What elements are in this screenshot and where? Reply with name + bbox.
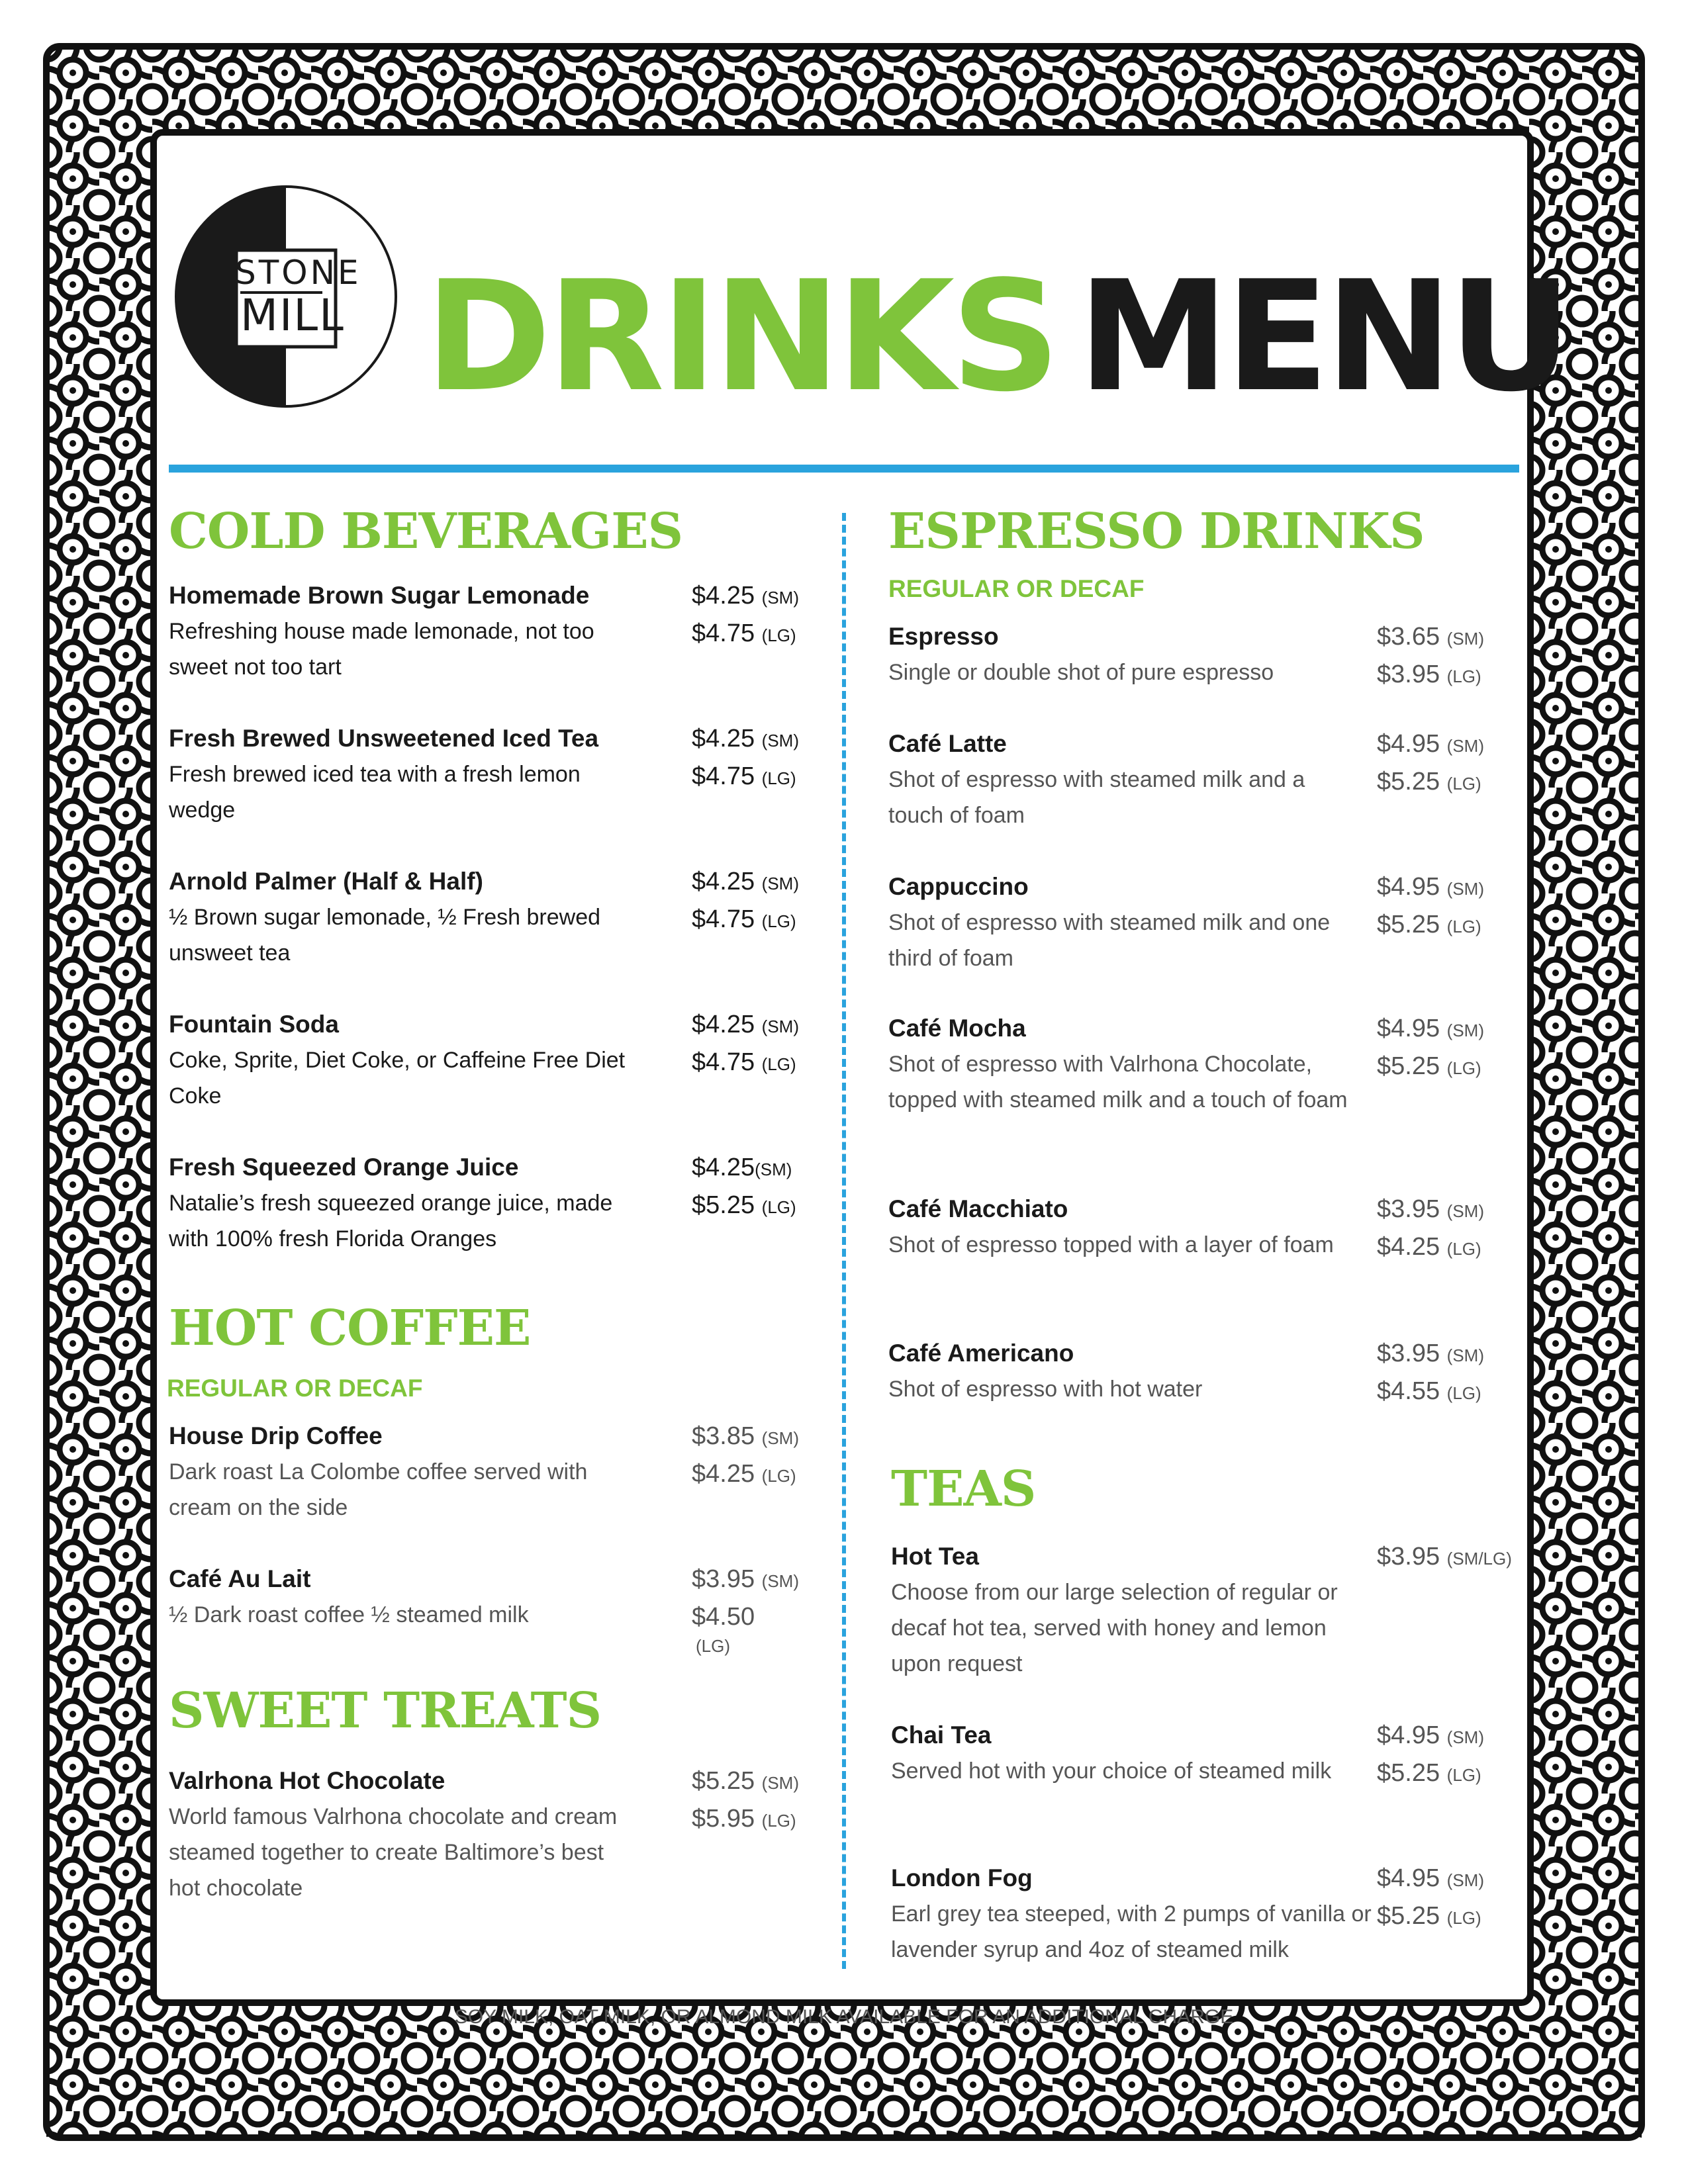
price-large: $4.75 (LG) (692, 1048, 796, 1076)
price-large: $4.75 (LG) (692, 762, 796, 790)
price-large: $5.25 (LG) (1377, 1759, 1481, 1787)
price-small: $4.95 (SM) (1377, 873, 1484, 901)
item-name: London Fog (891, 1864, 1033, 1891)
espresso-subtitle: REGULAR OR DECAF (888, 575, 1145, 602)
item-name: Café Mocha (888, 1015, 1026, 1042)
item-prices (692, 864, 904, 939)
item-prices (1377, 619, 1589, 694)
item-description: World famous Valrhona chocolate and cream steamed together to create Baltimore’s best hot chocolate (169, 1804, 618, 1901)
item-description: Shot of espresso with steamed milk and one third of foam (888, 910, 1331, 971)
price-small: $3.95 (SM) (1377, 1340, 1484, 1367)
item-prices (692, 721, 904, 796)
page-title (425, 249, 1569, 430)
item-prices (692, 1007, 904, 1082)
price-large-size: (LG) (696, 1636, 730, 1656)
item-name: Fountain Soda (169, 1011, 339, 1038)
item-name: Fresh Brewed Unsweetened Iced Tea (169, 725, 599, 752)
price-small: $4.25 (SM) (692, 725, 799, 752)
item-prices (1377, 726, 1589, 801)
item-name: Arnold Palmer (Half & Half) (169, 868, 483, 895)
hot-coffee-heading: HOT COFFEE (169, 1300, 531, 1357)
hot-coffee-subtitle: REGULAR OR DECAF (167, 1375, 423, 1402)
item-name: Café Latte (888, 730, 1007, 757)
item-name: Fresh Squeezed Orange Juice (169, 1154, 519, 1181)
item-description: Shot of espresso with hot water (888, 1377, 1203, 1402)
item-name: Cappuccino (888, 873, 1029, 900)
price-small: $4.25(SM) (692, 1154, 792, 1181)
price-large: $5.25 (LG) (1377, 1902, 1481, 1930)
price-large: $4.50 (692, 1603, 755, 1631)
price-small: $3.85 (SM) (692, 1422, 799, 1450)
header-rule (169, 465, 1519, 473)
item-description: Choose from our large selection of regular or decaf hot tea, served with honey and lemon upon request (891, 1580, 1338, 1676)
item-prices (1377, 1860, 1589, 1936)
price-large: $4.75 (LG) (692, 905, 796, 933)
item-prices (692, 1561, 904, 1657)
logo-line-1: STONE (235, 253, 361, 292)
logo-line-2: MILL (240, 290, 345, 341)
item-prices (692, 1150, 904, 1225)
price-small: $4.95 (SM) (1377, 1864, 1484, 1892)
price-small: $4.25 (SM) (692, 582, 799, 610)
item-prices (692, 1418, 904, 1494)
price-large: $5.25 (LG) (1377, 768, 1481, 796)
item-description: Fresh brewed iced tea with a fresh lemon wedge (169, 762, 581, 823)
item-description: Natalie’s fresh squeezed orange juice, made with 100% fresh Florida Oranges (169, 1191, 613, 1251)
item-prices (1377, 1717, 1589, 1793)
item-prices (1377, 1539, 1589, 1576)
item-name: Homemade Brown Sugar Lemonade (169, 582, 590, 609)
item-description: Shot of espresso topped with a layer of foam (888, 1232, 1334, 1257)
item-description: Dark roast La Colombe coffee served with cream on the side (169, 1459, 588, 1520)
title-word-drinks: DRINKS (425, 249, 1056, 426)
item-name: Café Au Lait (169, 1565, 311, 1592)
item-description: Shot of espresso with steamed milk and a touch of foam (888, 767, 1305, 828)
logo-wordmark (235, 251, 361, 344)
item-description: Coke, Sprite, Diet Coke, or Caffeine Free Diet Coke (169, 1048, 626, 1109)
price-large: $4.25 (LG) (692, 1460, 796, 1488)
item-description: Single or double shot of pure espresso (888, 660, 1274, 685)
item-name: House Drip Coffee (169, 1422, 383, 1449)
title-word-menu: MENU (1077, 249, 1569, 426)
price-small: $3.95 (SM) (692, 1565, 799, 1593)
item-description: Shot of espresso with Valrhona Chocolate, topped with steamed milk and a touch of foam (888, 1052, 1348, 1113)
price-small: $5.25 (SM) (692, 1767, 799, 1795)
item-prices (692, 1763, 904, 1839)
item-prices (1377, 1336, 1589, 1411)
item-description: Refreshing house made lemonade, not too sweet not too tart (169, 619, 594, 680)
sweet-treats-heading: SWEET TREATS (169, 1682, 602, 1739)
item-name: Chai Tea (891, 1721, 992, 1749)
item-description: ½ Dark roast coffee ½ steamed milk (169, 1602, 529, 1627)
item-name: Hot Tea (891, 1543, 979, 1570)
item-prices (692, 578, 904, 653)
price-small: $4.95 (SM) (1377, 1015, 1484, 1042)
item-description: Earl grey tea steeped, with 2 pumps of vanilla or lavender syrup and 4oz of steamed milk (891, 1901, 1372, 1962)
price-small: $4.95 (SM) (1377, 730, 1484, 758)
item-name: Café Americano (888, 1340, 1074, 1367)
price-single: $3.95 (SM/LG) (1377, 1543, 1512, 1570)
item-name: Espresso (888, 623, 999, 650)
item-prices (1377, 1191, 1589, 1267)
price-large: $4.55 (LG) (1377, 1377, 1481, 1405)
cold-beverages-heading: COLD BEVERAGES (169, 503, 683, 560)
price-small: $4.25 (SM) (692, 1011, 799, 1038)
price-small: $3.65 (SM) (1377, 623, 1484, 651)
espresso-drinks-heading: ESPRESSO DRINKS (888, 503, 1425, 560)
milk-alternatives-note: SOY MILK, OAT MILK, OR ALMOND MILK AVAILABLE FOR AN ADDITIONAL CHARGE (454, 2006, 1234, 2028)
price-large: $5.25 (LG) (1377, 911, 1481, 938)
price-small: $3.95 (SM) (1377, 1195, 1484, 1223)
price-small: $4.95 (SM) (1377, 1721, 1484, 1749)
item-prices (1377, 1011, 1589, 1086)
price-large: $5.25 (LG) (1377, 1052, 1481, 1080)
teas-heading: TEAS (891, 1461, 1036, 1518)
price-large: $5.25 (LG) (692, 1191, 796, 1219)
price-large: $5.95 (LG) (692, 1805, 796, 1833)
item-name: Café Macchiato (888, 1195, 1068, 1222)
price-large: $3.95 (LG) (1377, 660, 1481, 688)
item-description: ½ Brown sugar lemonade, ½ Fresh brewed unsweet tea (169, 905, 601, 966)
price-large: $4.75 (LG) (692, 619, 796, 647)
price-small: $4.25 (SM) (692, 868, 799, 895)
item-name: Valrhona Hot Chocolate (169, 1767, 445, 1794)
item-prices (1377, 869, 1589, 944)
price-large: $4.25 (LG) (1377, 1233, 1481, 1261)
item-description: Served hot with your choice of steamed milk (891, 1758, 1332, 1784)
